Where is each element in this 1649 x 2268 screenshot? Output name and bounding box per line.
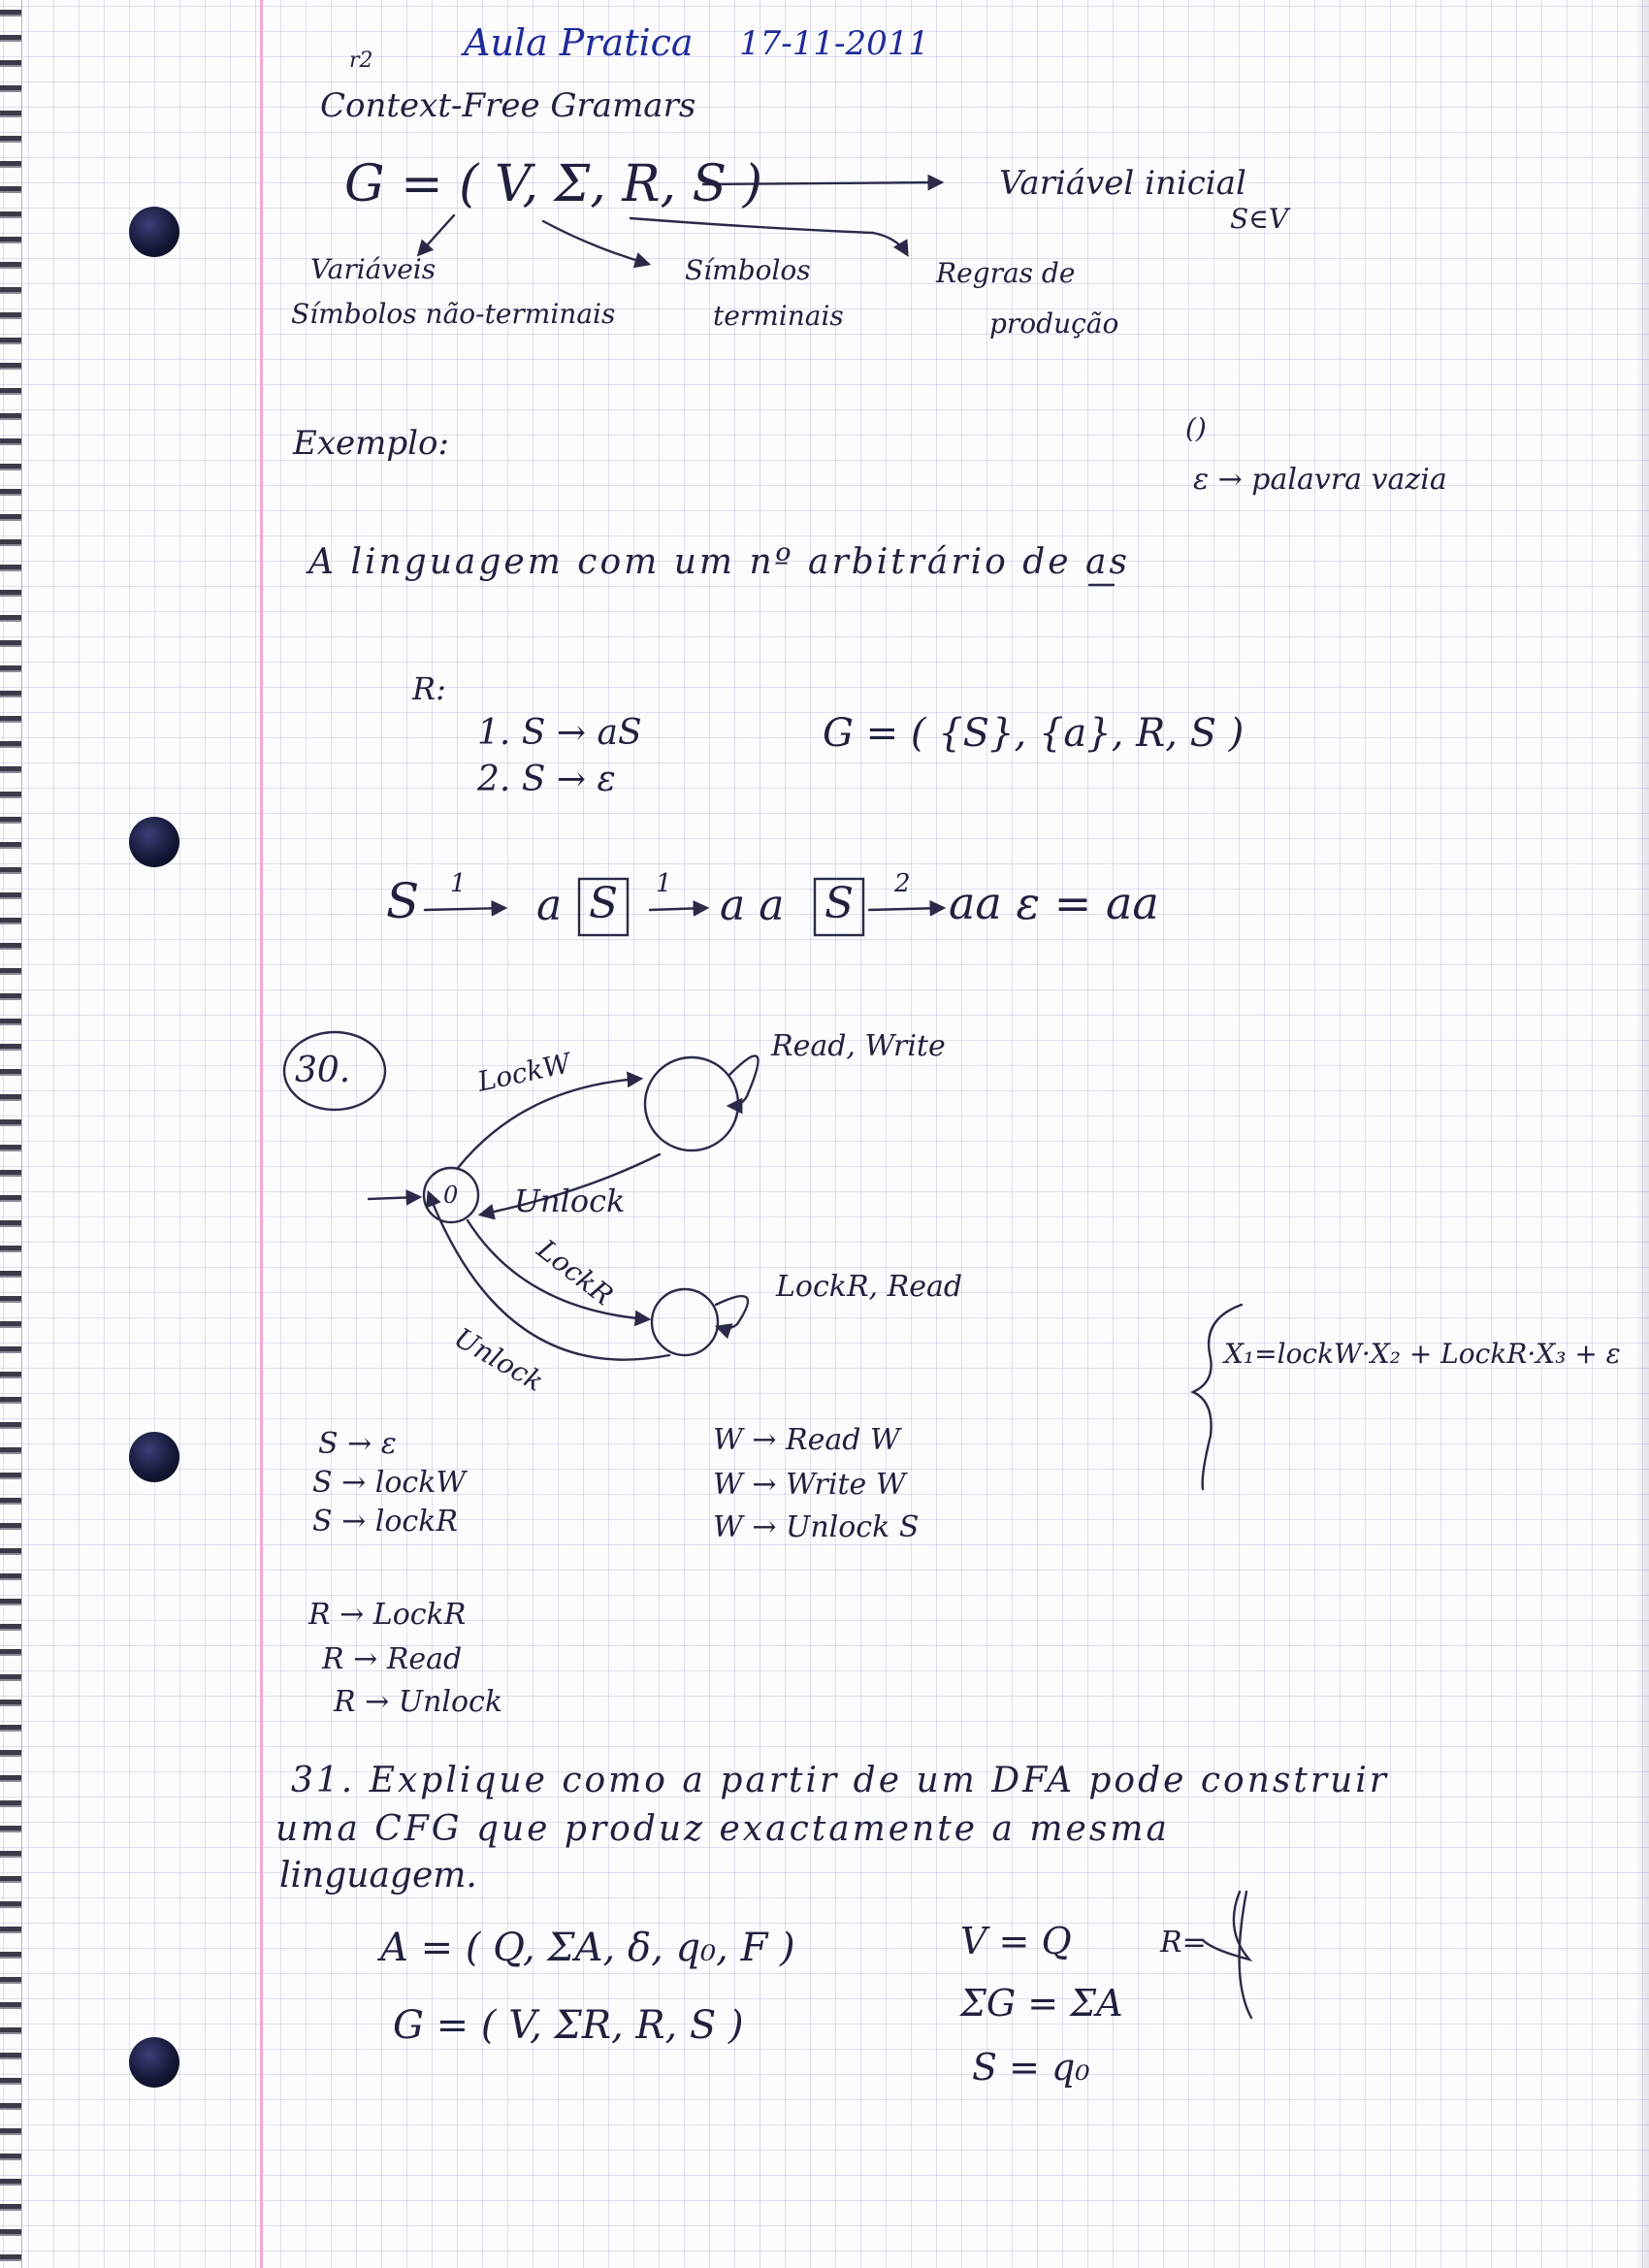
mapping-alphabet: ΣG = ΣA bbox=[960, 1982, 1123, 2025]
exercise-30-number: 30. bbox=[295, 1051, 351, 1090]
derivation-a-1: a bbox=[536, 881, 563, 930]
section-heading: Context-Free Gramars bbox=[320, 86, 696, 125]
example-grammar-tuple: G = ( {S}, {a}, R, S ) bbox=[823, 711, 1245, 756]
production-w-2: W → Write W bbox=[713, 1468, 906, 1502]
epsilon-paren: () bbox=[1185, 412, 1207, 444]
exercise-31-line-2: uma CFG que produz exactamente a mesma bbox=[275, 1809, 1170, 1849]
start-arrow bbox=[369, 1197, 419, 1199]
arrow-to-rules bbox=[630, 218, 907, 254]
scribble-text: R= bbox=[1160, 1926, 1207, 1960]
self-loop-r bbox=[716, 1296, 748, 1328]
derivation-arrow-3 bbox=[869, 908, 943, 910]
exercise-31-line-3: linguagem. bbox=[279, 1856, 477, 1895]
derivation-a-2: a a bbox=[720, 881, 785, 930]
system-equation: X₁=lockW·X₂ + LockR·X₃ + ε bbox=[1224, 1338, 1621, 1370]
scribble-mark bbox=[1203, 1892, 1251, 2018]
page-date: 17-11-2011 bbox=[739, 24, 930, 63]
edge-label-lockr: LockR bbox=[531, 1233, 620, 1312]
derivation-boxed-s-2: S bbox=[824, 879, 855, 928]
production-s-3: S → lockR bbox=[312, 1505, 458, 1539]
note-terminals: terminais bbox=[713, 300, 844, 332]
edge-label-lockr-read: LockR, Read bbox=[776, 1270, 963, 1304]
note-nonterminals: Símbolos não-terminais bbox=[291, 298, 616, 330]
rules-label: R: bbox=[412, 670, 446, 707]
arrow-to-terminals bbox=[543, 221, 648, 264]
derivation-start: S bbox=[386, 873, 420, 929]
heading-mark: r2 bbox=[349, 49, 373, 73]
state-w-circle bbox=[645, 1057, 738, 1150]
production-r-2: R → Read bbox=[322, 1642, 463, 1676]
production-w-3: W → Unlock S bbox=[713, 1510, 920, 1544]
state-r-circle bbox=[652, 1289, 718, 1355]
note-start-membership: S∈V bbox=[1230, 203, 1289, 235]
derivation-result: aa ε = aa bbox=[949, 877, 1159, 929]
rule-2: 2. S → ε bbox=[477, 760, 616, 799]
note-production: produção bbox=[989, 308, 1119, 340]
state-0-label: 0 bbox=[443, 1182, 459, 1209]
exercise-31-line-1: 31. Explique como a partir de um DFA pode construir bbox=[291, 1761, 1389, 1800]
mapping-variables: V = Q bbox=[960, 1920, 1072, 1962]
self-loop-w bbox=[729, 1055, 759, 1106]
edge-label-unlock-top: Unlock bbox=[514, 1183, 626, 1219]
note-start-variable: Variável inicial bbox=[999, 164, 1246, 203]
derivation-arrow-label-1: 1 bbox=[450, 869, 467, 898]
grammar-tuple: G = ( V, Σ, R, S ) bbox=[344, 155, 762, 213]
note-variables: Variáveis bbox=[310, 253, 436, 285]
derivation-arrow-1 bbox=[425, 908, 504, 910]
edge-label-read-write: Read, Write bbox=[771, 1029, 946, 1063]
derivation-boxed-s-1: S bbox=[589, 879, 619, 928]
cfg-tuple: G = ( V, ΣR, R, S ) bbox=[393, 2003, 744, 2048]
derivation-arrow-2 bbox=[650, 908, 706, 910]
derivation-arrow-label-2: 1 bbox=[656, 869, 672, 898]
language-description: A linguagem com um nº arbitrário de as bbox=[308, 542, 1130, 582]
production-w-1: W → Read W bbox=[713, 1423, 900, 1457]
example-heading: Exemplo: bbox=[293, 424, 449, 463]
production-s-1: S → ε bbox=[318, 1427, 397, 1461]
note-rules: Regras de bbox=[936, 257, 1076, 289]
page-title: Aula Pratica bbox=[464, 21, 694, 64]
production-s-2: S → lockW bbox=[312, 1466, 467, 1500]
edge-label-lockw: LockW bbox=[474, 1047, 574, 1098]
rule-1: 1. S → aS bbox=[477, 713, 642, 753]
arrow-to-variables bbox=[419, 215, 454, 254]
derivation-arrow-label-3: 2 bbox=[894, 869, 911, 898]
system-brace bbox=[1193, 1305, 1242, 1489]
production-r-1: R → LockR bbox=[308, 1598, 467, 1632]
epsilon-note: ε → palavra vazia bbox=[1193, 463, 1447, 497]
production-r-3: R → Unlock bbox=[334, 1685, 503, 1719]
mapping-start: S = q₀ bbox=[972, 2046, 1090, 2089]
note-symbols: Símbolos bbox=[685, 254, 811, 286]
automaton-tuple: A = ( Q, ΣA, δ, q₀, F ) bbox=[380, 1926, 795, 1970]
edge-label-unlock-bottom: Unlock bbox=[448, 1321, 549, 1398]
